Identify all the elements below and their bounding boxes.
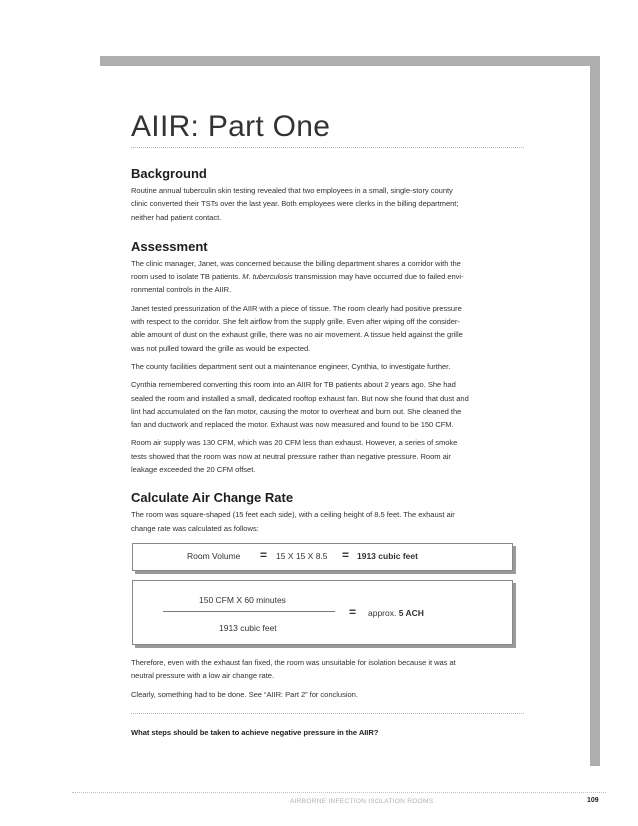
- room-volume-label: Room Volume: [187, 551, 241, 561]
- decorative-frame-right: [590, 56, 600, 766]
- main-content: [131, 110, 524, 535]
- room-volume-box: [132, 543, 513, 571]
- discussion-question: What steps should be taken to achieve negative pressure in the AIIR?: [131, 727, 379, 737]
- equals-sign: =: [342, 548, 350, 562]
- question-divider: [131, 713, 524, 714]
- page-title: AIIR: Part One: [131, 110, 331, 143]
- calculate-heading: Calculate Air Change Rate: [131, 490, 294, 506]
- decorative-frame-top: [100, 56, 600, 66]
- room-volume-result: 1913 cubic feet: [357, 551, 418, 561]
- room-volume-expression: 15 X 15 X 8.5: [276, 551, 328, 561]
- conclusion-paragraph-1: Therefore, even with the exhaust fan fixed, the room was unsuitable for isolation because it was at neutral pressure with a low air change rate.: [131, 658, 456, 681]
- calculate-paragraph: The room was square-shaped (15 feet each side), with a ceiling height of 8.5 feet. The exhaust air change rate was calculated as follows:: [131, 510, 455, 533]
- footer-section-title: AIRBORNE INFECTION ISOLATION ROOMS: [290, 798, 434, 805]
- assessment-paragraph-2: Janet tested pressurization of the AIIR with a piece of tissue. The room clearly had positive pressure with respect to the corridor. She felt airflow from the supply grille. Even after wiping off the consider- able amount of dust on the exhaust grille, there was no air movement. A tissue held against the grille was not pulled toward the grille as would be expected.: [131, 303, 463, 353]
- assessment-paragraph-3: The county facilities department sent out a maintenance engineer, Cynthia, to investigate further.: [131, 361, 451, 371]
- page-number: 109: [587, 797, 599, 804]
- ach-result-value: 5 ACH: [398, 608, 424, 618]
- background-heading: Background: [131, 166, 207, 181]
- footer-divider: [72, 792, 606, 793]
- organism-name: M. tuberculosis: [242, 272, 293, 282]
- ach-calculation-box: [132, 580, 513, 645]
- equals-sign: =: [349, 605, 357, 619]
- ach-numerator: 150 CFM X 60 minutes: [199, 595, 286, 605]
- conclusion-section: [131, 656, 524, 739]
- assessment-paragraph-5: Room air supply was 130 CFM, which was 20 CFM less than exhaust. However, a series of smoke tests showed that the room was now at neutral pressure rather than negative pressure. Room air leakage exceeded the 20 CFM offset.: [131, 438, 458, 475]
- ach-result-text: approx. 5 ACH: [368, 608, 424, 618]
- background-paragraph: Routine annual tuberculin skin testing revealed that two employees in a small, single-story county clinic converted their TSTs over the last year. Both employees were clerks in the billing department; neither had patient contact.: [131, 186, 459, 222]
- fraction-bar: [163, 611, 335, 612]
- title-divider: [131, 147, 524, 148]
- conclusion-paragraph-2: Clearly, something had to be done. See “AIIR: Part 2” for conclusion.: [131, 689, 358, 699]
- assessment-paragraph-1: The clinic manager, Janet, was concerned because the billing department shares a corridor with the room used to isolate TB patients. M. tuberculosis transmission may have occurred due to failed envi- ronmental controls in the AIIR.: [131, 258, 464, 295]
- assessment-heading: Assessment: [131, 238, 208, 254]
- equals-sign: =: [260, 548, 268, 562]
- ach-denominator: 1913 cubic feet: [219, 623, 277, 633]
- assessment-paragraph-4: Cynthia remembered converting this room into an AIIR for TB patients about 2 years ago. She had sealed the room and installed a small, dedicated rooftop exhaust fan. But now she found that dust and lint had accumulated on the fan motor, causing the motor to overheat and burn out. She cleaned the fan and ductwork and replaced the motor. Exhaust was now measured and found to be 150 CFM.: [131, 380, 469, 430]
